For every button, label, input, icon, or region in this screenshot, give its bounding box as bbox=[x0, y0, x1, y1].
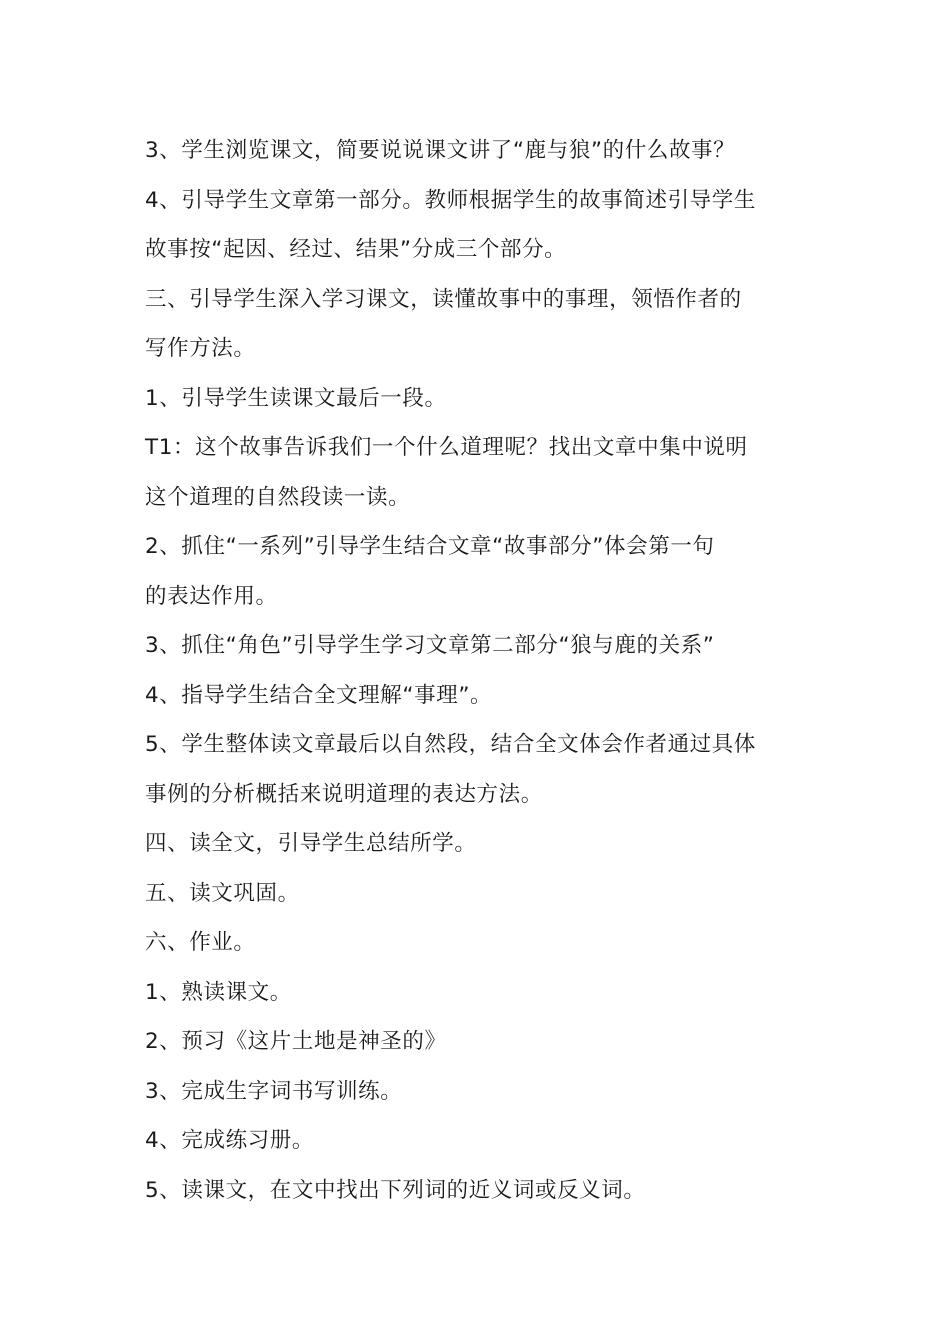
text-line: 3、完成生字词书写训练。 bbox=[145, 1078, 403, 1104]
document-body bbox=[145, 126, 825, 1215]
text-line: 事例的分析概括来说明道理的表达方法。 bbox=[145, 781, 543, 807]
text-line: 故事按“起因、经过、结果”分成三个部分。 bbox=[145, 237, 567, 262]
text-line: 2、预习《这片土地是神圣的》 bbox=[145, 1029, 447, 1054]
text-line: 三、引导学生深入学习课文，读懂故事中的事理，领悟作者的 bbox=[145, 286, 742, 312]
text-line: 五、读文巩固。 bbox=[145, 880, 300, 906]
text-line: 4、引导学生文章第一部分。教师根据学生的故事简述引导学生 bbox=[145, 187, 756, 213]
text-line: 3、学生浏览课文，简要说说课文讲了“鹿与狼”的什么故事？ bbox=[145, 138, 736, 163]
text-line: 写作方法。 bbox=[145, 336, 256, 361]
text-line: 的表达作用。 bbox=[145, 583, 278, 609]
text-line: 2、抓住“一系列”引导学生结合文章“故事部分”体会第一句 bbox=[145, 534, 715, 559]
text-line: 六、作业。 bbox=[145, 930, 256, 955]
text-line: 5、学生整体读文章最后以自然段，结合全文体会作者通过具体 bbox=[145, 732, 756, 757]
text-line: 4、完成练习册。 bbox=[145, 1128, 314, 1153]
text-line: 1、引导学生读课文最后一段。 bbox=[145, 385, 447, 411]
text-line: 3、抓住“角色”引导学生学习文章第二部分“狼与鹿的关系” bbox=[145, 633, 715, 658]
text-line: 4、指导学生结合全文理解“事理”。 bbox=[145, 682, 493, 708]
text-line: 四、读全文，引导学生总结所学。 bbox=[145, 831, 477, 856]
text-line: 5、读课文，在文中找出下列词的近义词或反义词。 bbox=[145, 1177, 646, 1203]
text-line: T1：这个故事告诉我们一个什么道理呢？找出文章中集中说明 bbox=[145, 435, 748, 460]
text-line: 这个道理的自然段读一读。 bbox=[145, 484, 411, 510]
text-line: 1、熟读课文。 bbox=[145, 979, 292, 1005]
